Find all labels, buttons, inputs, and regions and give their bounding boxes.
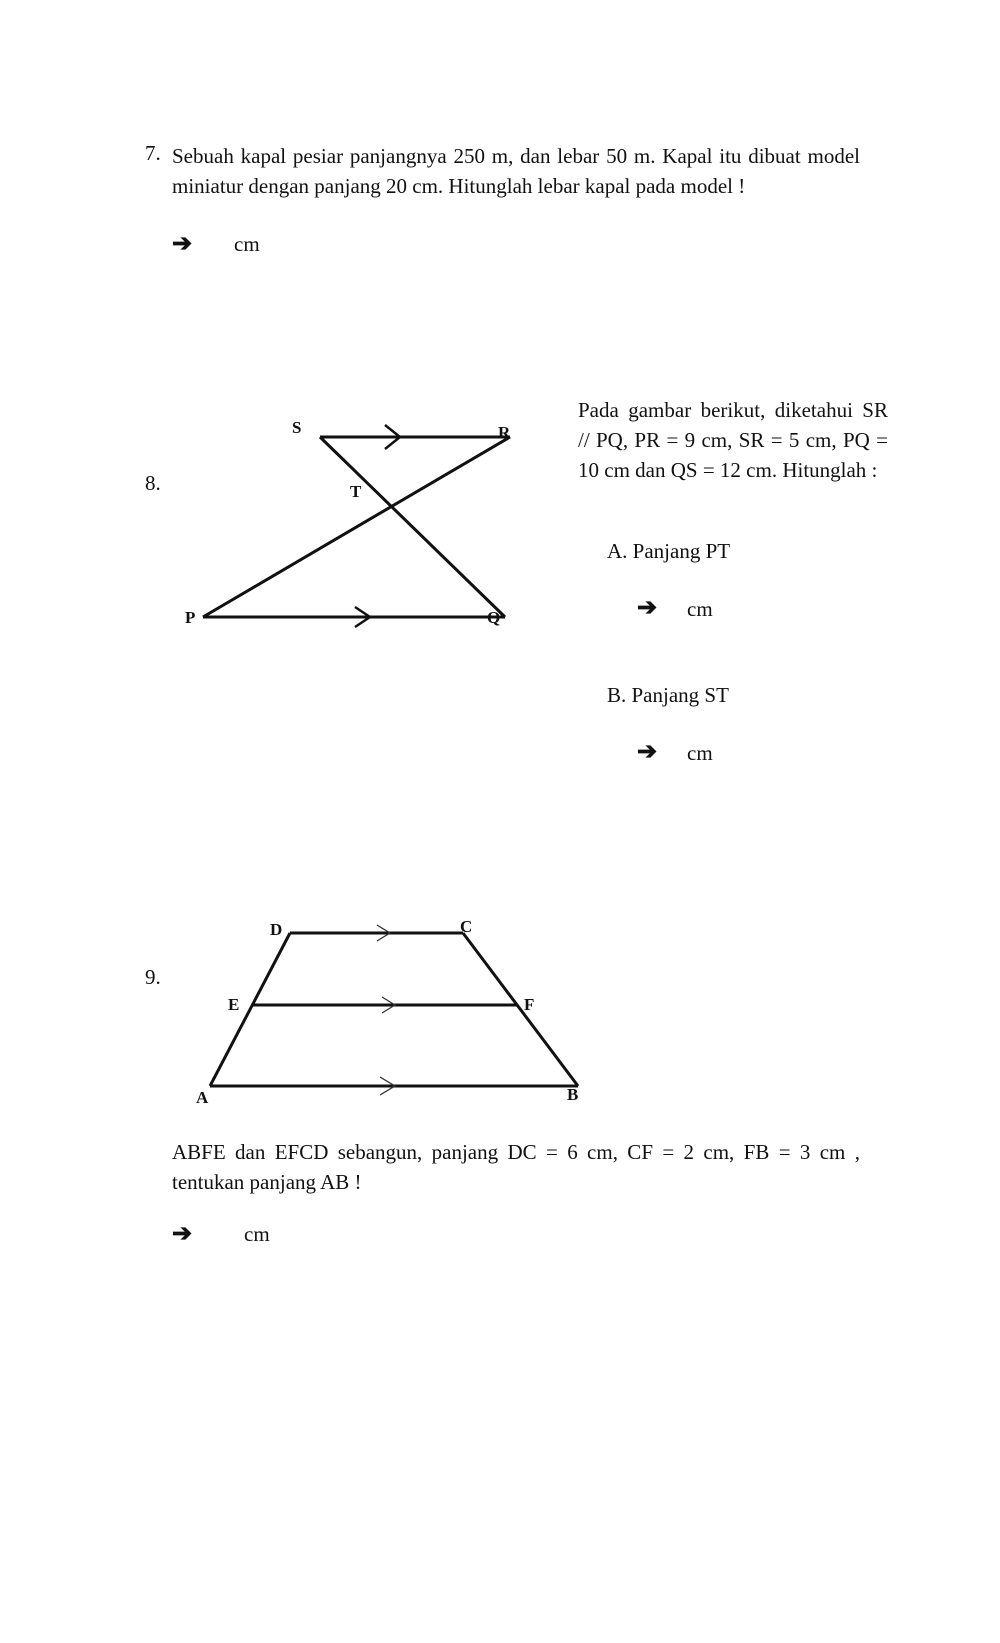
segment-bc xyxy=(463,933,578,1086)
question-7-number: 7. xyxy=(145,141,161,165)
segment-sq xyxy=(320,437,505,617)
point-label-f: F xyxy=(524,995,535,1014)
point-label-s: S xyxy=(292,418,302,437)
question-9-text: ABFE dan EFCD sebangun, panjang DC = 6 cm, CF = 2 cm, FB = 3 cm , tentukan panjang AB ! xyxy=(172,1140,860,1194)
question-8-part-b-label: B. Panjang ST xyxy=(607,683,729,707)
point-label-e: E xyxy=(228,995,240,1014)
question-8-part-a-label: A. Panjang PT xyxy=(607,539,731,563)
question-8-text: Pada gambar berikut, diketahui SR // PQ, PR = 9 cm, SR = 5 cm, PQ = 10 cm dan QS = 12 cm. Hitunglah : xyxy=(578,398,888,482)
point-label-d: D xyxy=(270,920,283,939)
question-8-number: 8. xyxy=(145,471,161,495)
question-7-text: Sebuah kapal pesiar panjangnya 250 m, dan lebar 50 m. Kapal itu dibuat model miniatur dengan panjang 20 cm. Hitunglah lebar kapal pada model ! xyxy=(172,144,860,198)
point-label-p: P xyxy=(185,608,196,627)
answer-arrow-icon: ➔ xyxy=(172,231,193,257)
segment-pr xyxy=(203,437,510,617)
point-label-t: T xyxy=(350,482,362,501)
question-8-part-a-unit: cm xyxy=(687,597,713,621)
question-9-answer-unit: cm xyxy=(244,1222,270,1246)
figure-q9-trapezoid xyxy=(190,905,600,1105)
point-label-q: Q xyxy=(487,608,501,627)
question-9-number: 9. xyxy=(145,965,161,989)
point-label-r: R xyxy=(498,423,511,442)
answer-arrow-icon: ➔ xyxy=(172,1221,193,1247)
point-label-b: B xyxy=(567,1085,579,1104)
figure-q8-crossed-triangles xyxy=(180,415,550,650)
answer-arrow-icon: ➔ xyxy=(637,739,658,765)
point-label-a: A xyxy=(196,1088,209,1105)
point-label-c: C xyxy=(460,917,473,936)
segment-ad xyxy=(210,933,290,1086)
question-7-answer-unit: cm xyxy=(234,232,260,256)
question-8-part-b-unit: cm xyxy=(687,741,713,765)
answer-arrow-icon: ➔ xyxy=(637,595,658,621)
